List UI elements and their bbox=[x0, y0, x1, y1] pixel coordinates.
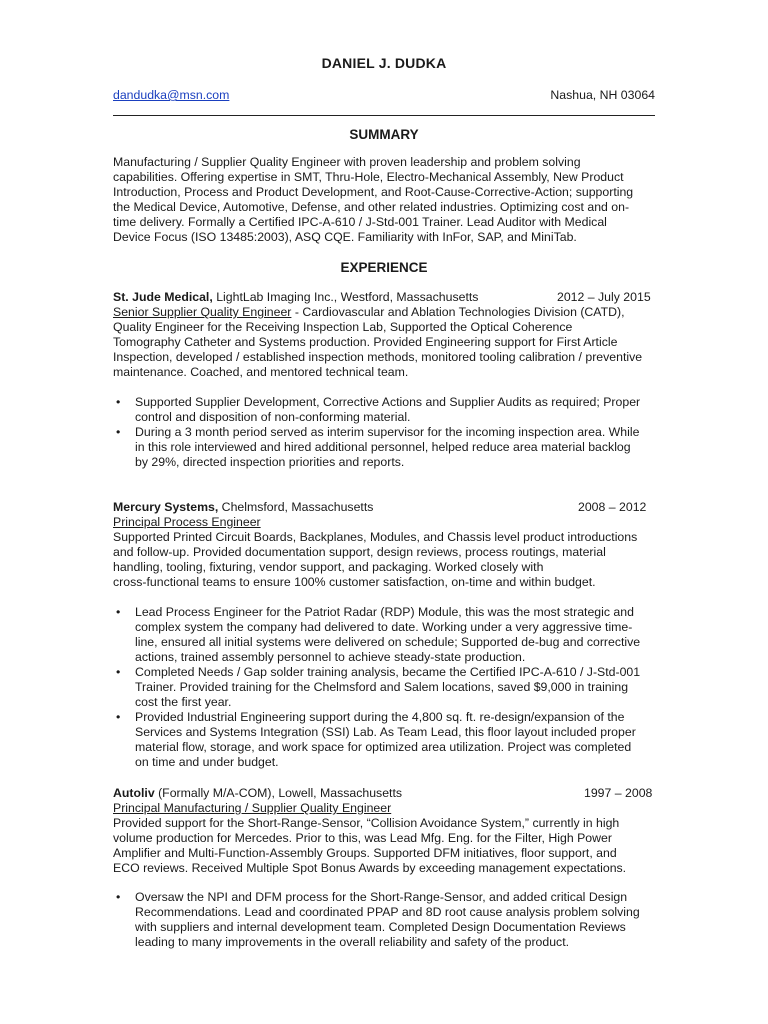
job-header-mercury bbox=[113, 500, 655, 515]
description-line: ECO reviews. Received Multiple Spot Bonus Awards by exceeding management expectations. bbox=[113, 861, 627, 875]
description-line: Provided support for the Short-Range-Sensor, “Collision Avoidance System,” currently in high bbox=[113, 816, 620, 830]
company-location: LightLab Imaging Inc., Westford, Massachusetts bbox=[212, 290, 479, 304]
bullet-line: Services and Systems Integration (SSI) Lab. As Team Lead, this floor layout included proper bbox=[135, 725, 636, 739]
header-divider bbox=[113, 115, 655, 116]
location-text: Nashua, NH 03064 bbox=[550, 88, 655, 102]
bullet-line: During a 3 month period served as interim supervisor for the incoming inspection area. While bbox=[135, 425, 640, 439]
bullet-line: with suppliers and internal development team. Completed Design Documentation Reviews bbox=[135, 920, 626, 934]
bullet-dot-icon: • bbox=[116, 710, 121, 724]
bullet-line: Provided Industrial Engineering support during the 4,800 sq. ft. re-design/expansion of the bbox=[135, 710, 625, 724]
job-header-autoliv bbox=[113, 786, 655, 801]
bullet-dot-icon: • bbox=[116, 605, 121, 619]
bullet-line: on time and under budget. bbox=[135, 755, 279, 769]
bullet-item bbox=[113, 890, 655, 950]
job-role-line bbox=[113, 305, 655, 320]
summary-line: capabilities. Offering expertise in SMT, Thru-Hole, Electro-Mechanical Assembly, New Product bbox=[113, 170, 624, 184]
bullet-line: line, ensured all initial systems were delivered on schedule; Supported de-bug and corrective bbox=[135, 635, 641, 649]
job-description bbox=[113, 816, 655, 876]
job-header-st-jude bbox=[113, 290, 655, 305]
bullet-item bbox=[113, 605, 655, 665]
bullet-line: cost the first year. bbox=[135, 695, 232, 709]
bullet-line: complex system the company had delivered to date. Working under a very aggressive time- bbox=[135, 620, 633, 634]
candidate-name: DANIEL J. DUDKA bbox=[321, 55, 447, 71]
bullet-item bbox=[113, 395, 655, 425]
company-name: Autoliv bbox=[113, 786, 155, 800]
job-dates: 2012 – July 2015 bbox=[557, 290, 651, 304]
summary-line: Introduction, Process and Product Development, and Root-Cause-Corrective-Action; supporting bbox=[113, 185, 634, 199]
description-line: maintenance. Coached, and mentored technical team. bbox=[113, 365, 409, 379]
email-link[interactable]: dandudka@msn.com bbox=[113, 88, 230, 102]
bullet-line: material flow, storage, and work space for optimized area utilization. Project was completed bbox=[135, 740, 632, 754]
job-description bbox=[113, 320, 655, 380]
bullet-dot-icon: • bbox=[116, 395, 121, 409]
description-line: handling, tooling, fixturing, vendor support, and packaging. Worked closely with bbox=[113, 560, 544, 574]
company-location: (Formally M/A-COM), Lowell, Massachusetts bbox=[154, 786, 403, 800]
company-name: St. Jude Medical, bbox=[113, 290, 213, 304]
job-role-line bbox=[113, 801, 655, 816]
description-line: cross-functional teams to ensure 100% customer satisfaction, on-time and within budget. bbox=[113, 575, 596, 589]
summary-line: Manufacturing / Supplier Quality Engineer with proven leadership and problem solving bbox=[113, 155, 581, 169]
job-role: Senior Supplier Quality Engineer bbox=[113, 305, 292, 319]
bullet-line: Supported Supplier Development, Corrective Actions and Supplier Audits as required; Proper bbox=[135, 395, 641, 409]
description-line: Supported Printed Circuit Boards, Backplanes, Modules, and Chassis level product introductions bbox=[113, 530, 638, 544]
bullet-line: Trainer. Provided training for the Chelmsford and Salem locations, saved $9,000 in training bbox=[135, 680, 629, 694]
description-line: Amplifier and Multi-Function-Assembly Groups. Supported DFM initiatives, floor support, and bbox=[113, 846, 617, 860]
bullet-line: Completed Needs / Gap solder training analysis, became the Certified IPC-A-610 / J-Std-001 bbox=[135, 665, 641, 679]
bullet-line: in this role interviewed and hired additional personnel, helped reduce area material backlog bbox=[135, 440, 631, 454]
summary-paragraph bbox=[113, 155, 655, 245]
bullet-dot-icon: • bbox=[116, 665, 121, 679]
job-bullets bbox=[113, 890, 655, 950]
description-line: volume production for Mercedes. Prior to this, was Lead Mfg. Eng. for the Filter, High Power bbox=[113, 831, 612, 845]
job-role: Principal Manufacturing / Supplier Quality Engineer bbox=[113, 801, 392, 815]
job-bullets bbox=[113, 395, 655, 470]
company-name: Mercury Systems, bbox=[113, 500, 219, 514]
contact-row bbox=[113, 88, 655, 103]
bullet-line: Lead Process Engineer for the Patriot Radar (RDP) Module, this was the most strategic and bbox=[135, 605, 634, 619]
bullet-item bbox=[113, 425, 655, 470]
bullet-item bbox=[113, 710, 655, 770]
bullet-line: Oversaw the NPI and DFM process for the Short-Range-Sensor, and added critical Design bbox=[135, 890, 628, 904]
description-line: and follow-up. Provided documentation support, design reviews, process routings, material bbox=[113, 545, 606, 559]
description-line: Tomography Catheter and Systems production. Provided Engineering support for First Article bbox=[113, 335, 618, 349]
job-dates: 2008 – 2012 bbox=[578, 500, 647, 514]
summary-heading: SUMMARY bbox=[349, 127, 419, 142]
company-location: Chelmsford, Massachusetts bbox=[218, 500, 374, 514]
summary-line: time delivery. Formally a Certified IPC-A-610 / J-Std-001 Trainer. Lead Auditor with Medical bbox=[113, 215, 607, 229]
bullet-line: leading to many improvements in the overall reliability and safety of the product. bbox=[135, 935, 570, 949]
bullet-item bbox=[113, 665, 655, 710]
job-description bbox=[113, 530, 655, 590]
job-role: Principal Process Engineer bbox=[113, 515, 261, 529]
bullet-line: Recommendations. Lead and coordinated PPAP and 8D root cause analysis problem solving bbox=[135, 905, 640, 919]
summary-line: Device Focus (ISO 13485:2003), ASQ CQE. Familiarity with InFor, SAP, and MiniTab. bbox=[113, 230, 577, 244]
job-bullets bbox=[113, 605, 655, 770]
summary-line: the Medical Device, Automotive, Defense, and other related industries. Optimizing cost and on- bbox=[113, 200, 630, 214]
bullet-dot-icon: • bbox=[116, 425, 121, 439]
description-line: Quality Engineer for the Receiving Inspection Lab, Supported the Optical Coherence bbox=[113, 320, 573, 334]
bullet-line: actions, trained assembly personnel to achieve steady-state production. bbox=[135, 650, 526, 664]
job-role-suffix: - Cardiovascular and Ablation Technologies Division (CATD), bbox=[291, 305, 625, 319]
bullet-line: by 29%, directed inspection priorities and reports. bbox=[135, 455, 405, 469]
description-line: Inspection, developed / established inspection methods, monitored tooling calibration / preventive bbox=[113, 350, 643, 364]
experience-heading: EXPERIENCE bbox=[340, 260, 428, 275]
bullet-line: control and disposition of non-conforming material. bbox=[135, 410, 411, 424]
job-role-line bbox=[113, 515, 655, 530]
bullet-dot-icon: • bbox=[116, 890, 121, 904]
job-dates: 1997 – 2008 bbox=[584, 786, 653, 800]
